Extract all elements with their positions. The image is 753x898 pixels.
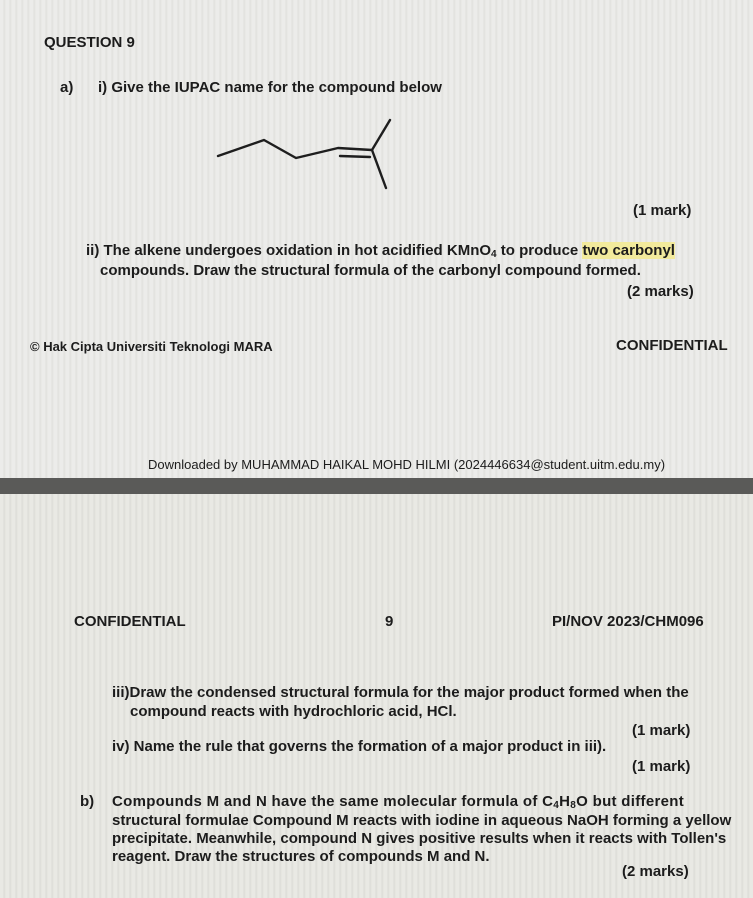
exam-code: PI/NOV 2023/CHM096: [552, 613, 704, 630]
copyright-notice: © Hak Cipta Universiti Teknologi MARA: [30, 339, 273, 354]
a-i-marks: (1 mark): [633, 202, 692, 219]
question-a-iii-line1: iii)Draw the condensed structural formula for the major product formed when the: [112, 684, 689, 701]
download-note: Downloaded by MUHAMMAD HAIKAL MOHD HILMI (2024446634@student.uitm.edu.my): [148, 457, 666, 472]
question-b-line4: reagent. Draw the structures of compounds M and N.: [112, 848, 490, 865]
a-iii-marks: (1 mark): [632, 722, 691, 739]
question-b-line2: structural formulae Compound M reacts with iodine in aqueous NaOH forming a yellow: [112, 812, 732, 829]
a-ii-marks: (2 marks): [627, 283, 694, 300]
part-b-label: b): [80, 793, 95, 810]
question-b-line3: precipitate. Meanwhile, compound N gives positive results when it reacts with Tollen's: [112, 830, 727, 847]
page-number: 9: [385, 613, 394, 630]
question-a-iv: iv) Name the rule that governs the formation of a major product in iii).: [112, 738, 607, 755]
question-b-line1: Compounds M and N have the same molecular formula of $C_4H_8O$ but different: [112, 793, 684, 811]
b-marks: (2 marks): [622, 863, 689, 880]
question-a-i: i) Give the IUPAC name for the compound below: [98, 79, 442, 96]
alkene-skeletal-structure: [210, 112, 410, 202]
question-title: QUESTION 9: [44, 34, 135, 51]
page-separator: [0, 478, 753, 494]
question-a-ii-line2: compounds. Draw the structural formula of the carbonyl compound formed.: [100, 262, 641, 279]
part-a-label: a): [60, 79, 74, 96]
question-a-ii-line1: ii) The alkene undergoes oxidation in hot acidified KMnO$_4$ to produce two carbonyl: [86, 242, 675, 260]
question-a-iii-line2: compound reacts with hydrochloric acid, HCl.: [130, 703, 457, 720]
confidential-label: CONFIDENTIAL: [74, 613, 186, 630]
a-iv-marks: (1 mark): [632, 758, 691, 775]
confidential-label-top: CONFIDENTIAL: [616, 337, 728, 354]
